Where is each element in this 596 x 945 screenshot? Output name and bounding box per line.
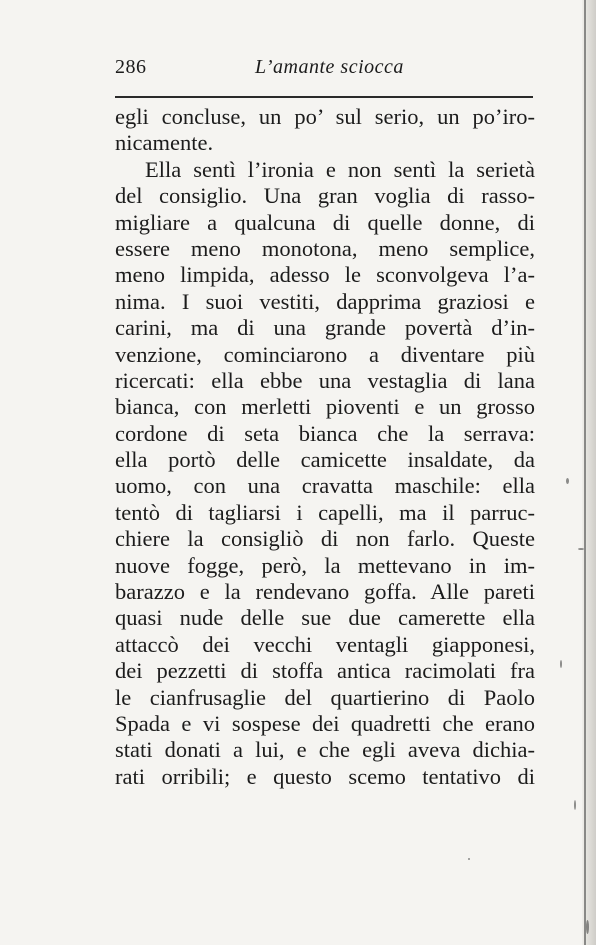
page-number: 286 xyxy=(115,56,147,78)
text-line: nima. I suoi vestiti, dapprima graziosi e xyxy=(115,288,535,314)
text-line: dei pezzetti di stoffa antica racimolati fra xyxy=(115,658,535,684)
text-line: meno limpida, adesso le sconvolgeva l’a- xyxy=(115,262,535,288)
text-line: nicamente. xyxy=(115,130,214,156)
text-line: egli concluse, un po’ sul serio, un po’iro- xyxy=(115,104,535,129)
text-line: essere meno monotona, meno semplice, xyxy=(115,235,535,261)
text-line: del consiglio. Una gran voglia di rasso- xyxy=(115,183,535,209)
text-line: uomo, con una cravatta maschile: ella xyxy=(115,473,535,499)
paper-speck xyxy=(560,660,562,668)
body-text xyxy=(115,104,535,790)
text-line: quasi nude delle sue due camerette ella xyxy=(115,605,535,631)
page-header xyxy=(115,56,533,86)
text-line: chiere la consigliò di non farlo. Queste xyxy=(115,526,535,552)
text-line: carini, ma di una grande povertà d’in- xyxy=(115,315,535,341)
paper-speck xyxy=(468,858,470,860)
text-line: barazzo e la rendevano goffa. Alle pareti xyxy=(115,579,535,605)
text-line: cordone di seta bianca che la serrava: xyxy=(115,420,535,446)
text-line: venzione, cominciarono a diventare più xyxy=(115,341,535,367)
text-line: bianca, con merletti pioventi e un grosso xyxy=(115,394,535,420)
text-line: nuove fogge, però, la mettevano in im- xyxy=(115,552,535,578)
text-line: migliare a qualcuna di quelle donne, di xyxy=(115,209,535,235)
text-line: rati orribili; e questo scemo tentativo di xyxy=(115,763,535,789)
page-edge-line xyxy=(584,0,586,945)
text-line: stati donati a lui, e che egli aveva dichia- xyxy=(115,737,535,763)
text-line: attaccò dei vecchi ventagli giapponesi, xyxy=(115,631,535,657)
paper-speck xyxy=(566,478,569,484)
paper-speck xyxy=(586,920,589,934)
text-line: Ella sentì l’ironia e non sentì la serietà xyxy=(145,156,535,182)
text-line: tentò di tagliarsi i capelli, ma il parruc- xyxy=(115,499,535,525)
text-line: Spada e vi sospese dei quadretti che erano xyxy=(115,710,535,736)
paper-speck xyxy=(578,548,584,550)
text-line: le cianfrusaglie del quartierino di Paolo xyxy=(115,684,535,710)
text-line: ricercati: ella ebbe una vestaglia di lana xyxy=(115,367,535,393)
header-rule xyxy=(115,96,533,98)
paper-speck xyxy=(574,800,576,810)
text-line: ella portò delle camicette insaldate, da xyxy=(115,447,535,473)
running-title: L’amante sciocca xyxy=(255,56,404,78)
